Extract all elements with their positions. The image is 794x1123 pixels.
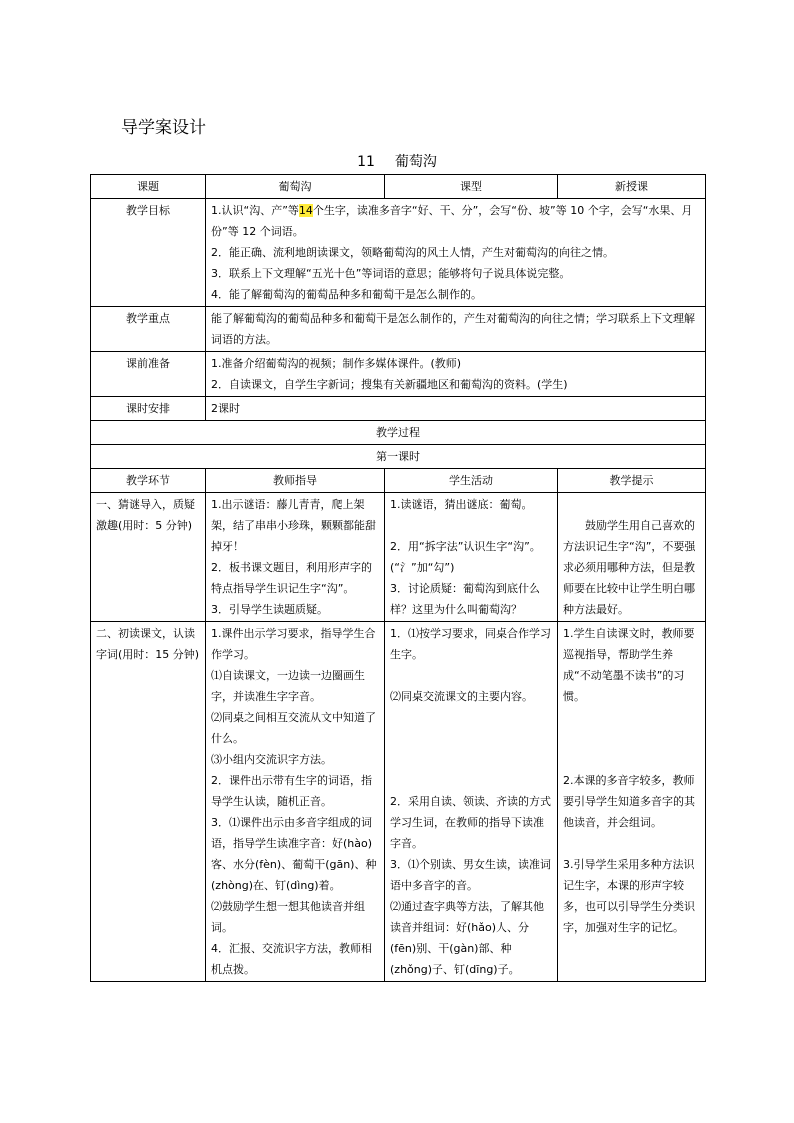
objective-4: 4．能了解葡萄沟的葡萄品种多和葡萄干是怎么制作的。: [211, 288, 482, 301]
section-1-teacher-1: 1.出示谜语：藤儿青青，爬上架架，结了串串小珍珠，颗颗都能甜掉牙！: [211, 498, 376, 553]
section-2-teacher-6: 3．⑴课件出示由多音字组成的词语，指导学生读准字音：好(hào)客、水分(fèn)、葡萄干(gān)、种(zhòng)在、钉(dìng)着。: [211, 816, 377, 892]
schedule-value: 2课时: [206, 397, 706, 421]
section-1-student-3: 3．讨论质疑：葡萄沟到底什么样？这里为什么叫葡萄沟？: [390, 582, 540, 616]
section-1-row: [91, 493, 706, 622]
objectives-content: [206, 199, 706, 307]
section-2-student-3: 2．采用自读、领读、齐读的方式学习生词，在教师的指导下读准字音。: [390, 795, 551, 850]
process-title: 教学过程: [91, 421, 706, 445]
section-2-teacher-1: 1.课件出示学习要求，指导学生合作学习。: [211, 627, 376, 661]
objective-2: 2．能正确、流利地朗读课文，领略葡萄沟的风土人情，产生对葡萄沟的向往之情。: [211, 246, 614, 259]
column-student: 学生活动: [385, 469, 558, 493]
preparation-row: [91, 352, 706, 397]
document-title: 导学案设计: [121, 118, 206, 138]
section-2-tip-2: 2.本课的多音字较多，教师要引导学生知道多音字的其他读音，并会组词。: [563, 774, 695, 829]
section-1-student: [385, 493, 558, 622]
topic-value: 葡萄沟: [206, 175, 385, 199]
type-label: 课型: [385, 175, 558, 199]
header-row: [91, 175, 706, 199]
section-2-row: [91, 622, 706, 982]
section-1-student-1: 1.读谜语，猜出谜底：葡萄。: [390, 498, 533, 511]
section-2-student: [385, 622, 558, 982]
column-tips: 教学提示: [558, 469, 706, 493]
topic-label: 课题: [91, 175, 206, 199]
section-1-teacher-3: 3．引导学生读题质疑。: [211, 603, 328, 616]
section-2-student-5: ⑵通过查字典等方法，了解其他读音并组词：好(hǎo)人、分(fēn)别、干(gàn)部、种(zhǒng)子、钉(dīng)子。: [390, 900, 544, 976]
section-2-teacher-4: ⑶小组内交流识字方法。: [211, 753, 332, 766]
lesson-title: [0, 151, 794, 171]
preparation-1: 1.准备介绍葡萄沟的视频；制作多媒体课件。(教师): [211, 357, 462, 370]
process-title-row: [91, 421, 706, 445]
highlighted-number: 14: [298, 204, 313, 217]
column-teacher: 教师指导: [206, 469, 385, 493]
section-2-teacher-5: 2．课件出示带有生字的词语，指导学生认读，随机正音。: [211, 774, 372, 808]
objectives-row: [91, 199, 706, 307]
section-1-teacher-2: 2．板书课文题目，利用形声字的特点指导学生识记生字“沟”。: [211, 561, 372, 595]
section-2-stage: 二、初读课文，认读字词(用时：15 分钟): [91, 622, 206, 982]
lesson-name: 葡萄沟: [394, 154, 437, 170]
section-2-teacher-8: 4．汇报、交流识字方法，教师相机点拨。: [211, 942, 372, 976]
column-stage: 教学环节: [91, 469, 206, 493]
section-2-tip-3: 3.引导学生采用多种方法识记生字，本课的形声字较多，也可以引导学生分类识字，加强对生字的记忆。: [563, 858, 695, 934]
section-2-teacher: [206, 622, 385, 982]
type-value: 新授课: [558, 175, 706, 199]
section-2-teacher-2: ⑴自读课文，一边读一边圈画生字，并读准生字字音。: [211, 669, 365, 703]
key-points-row: [91, 307, 706, 352]
objective-1: 1.认识“沟、产”等14个生字，读准多音字“好、干、分”，会写“份、坡”等 10 个字，会写“水果、月份”等 12 个词语。: [211, 204, 693, 238]
preparation-content: [206, 352, 706, 397]
section-1-stage: 一、猜谜导入，质疑激趣(用时：5 分钟): [91, 493, 206, 622]
columns-row: [91, 469, 706, 493]
period-title-row: [91, 445, 706, 469]
schedule-label: 课时安排: [91, 397, 206, 421]
section-2-teacher-7: ⑵鼓励学生想一想其他读音并组词。: [211, 900, 365, 934]
section-2-tip-1: 1.学生自读课文时，教师要巡视指导，帮助学生养成“不动笔墨不读书”的习惯。: [563, 627, 695, 703]
key-points-label: 教学重点: [91, 307, 206, 352]
key-points-text: 能了解葡萄沟的葡萄品种多和葡萄干是怎么制作的，产生对葡萄沟的向往之情；学习联系上下文理解词语的方法。: [206, 307, 706, 352]
section-1-tip-text: 鼓励学生用自己喜欢的方法识记生字“沟”，不要强求必须用哪种方法，但是教师要在比较中让学生明白哪种方法最好。: [563, 519, 696, 616]
lesson-plan-table: [90, 174, 706, 982]
period-title: 第一课时: [91, 445, 706, 469]
section-2-student-1: 1．⑴按学习要求，同桌合作学习生字。: [390, 627, 551, 661]
section-1-tip: [558, 493, 706, 622]
objectives-label: 教学目标: [91, 199, 206, 307]
section-2-tips: [558, 622, 706, 982]
section-2-student-4: 3．⑴个别读、男女生读，读准词语中多音字的音。: [390, 858, 551, 892]
preparation-label: 课前准备: [91, 352, 206, 397]
section-2-student-2: ⑵同桌交流课文的主要内容。: [390, 690, 533, 703]
objective-3: 3．联系上下文理解“五光十色”等词语的意思；能够将句子说具体说完整。: [211, 267, 571, 280]
preparation-2: 2．自读课文，自学生字新词；搜集有关新疆地区和葡萄沟的资料。(学生): [211, 378, 568, 391]
lesson-number: 11: [357, 154, 375, 170]
section-1-teacher: [206, 493, 385, 622]
schedule-row: [91, 397, 706, 421]
section-1-student-2: 2．用“拆字法”认识生字“沟”。(“氵”加“勾”): [390, 540, 541, 574]
section-2-teacher-3: ⑵同桌之间相互交流从文中知道了什么。: [211, 711, 376, 745]
